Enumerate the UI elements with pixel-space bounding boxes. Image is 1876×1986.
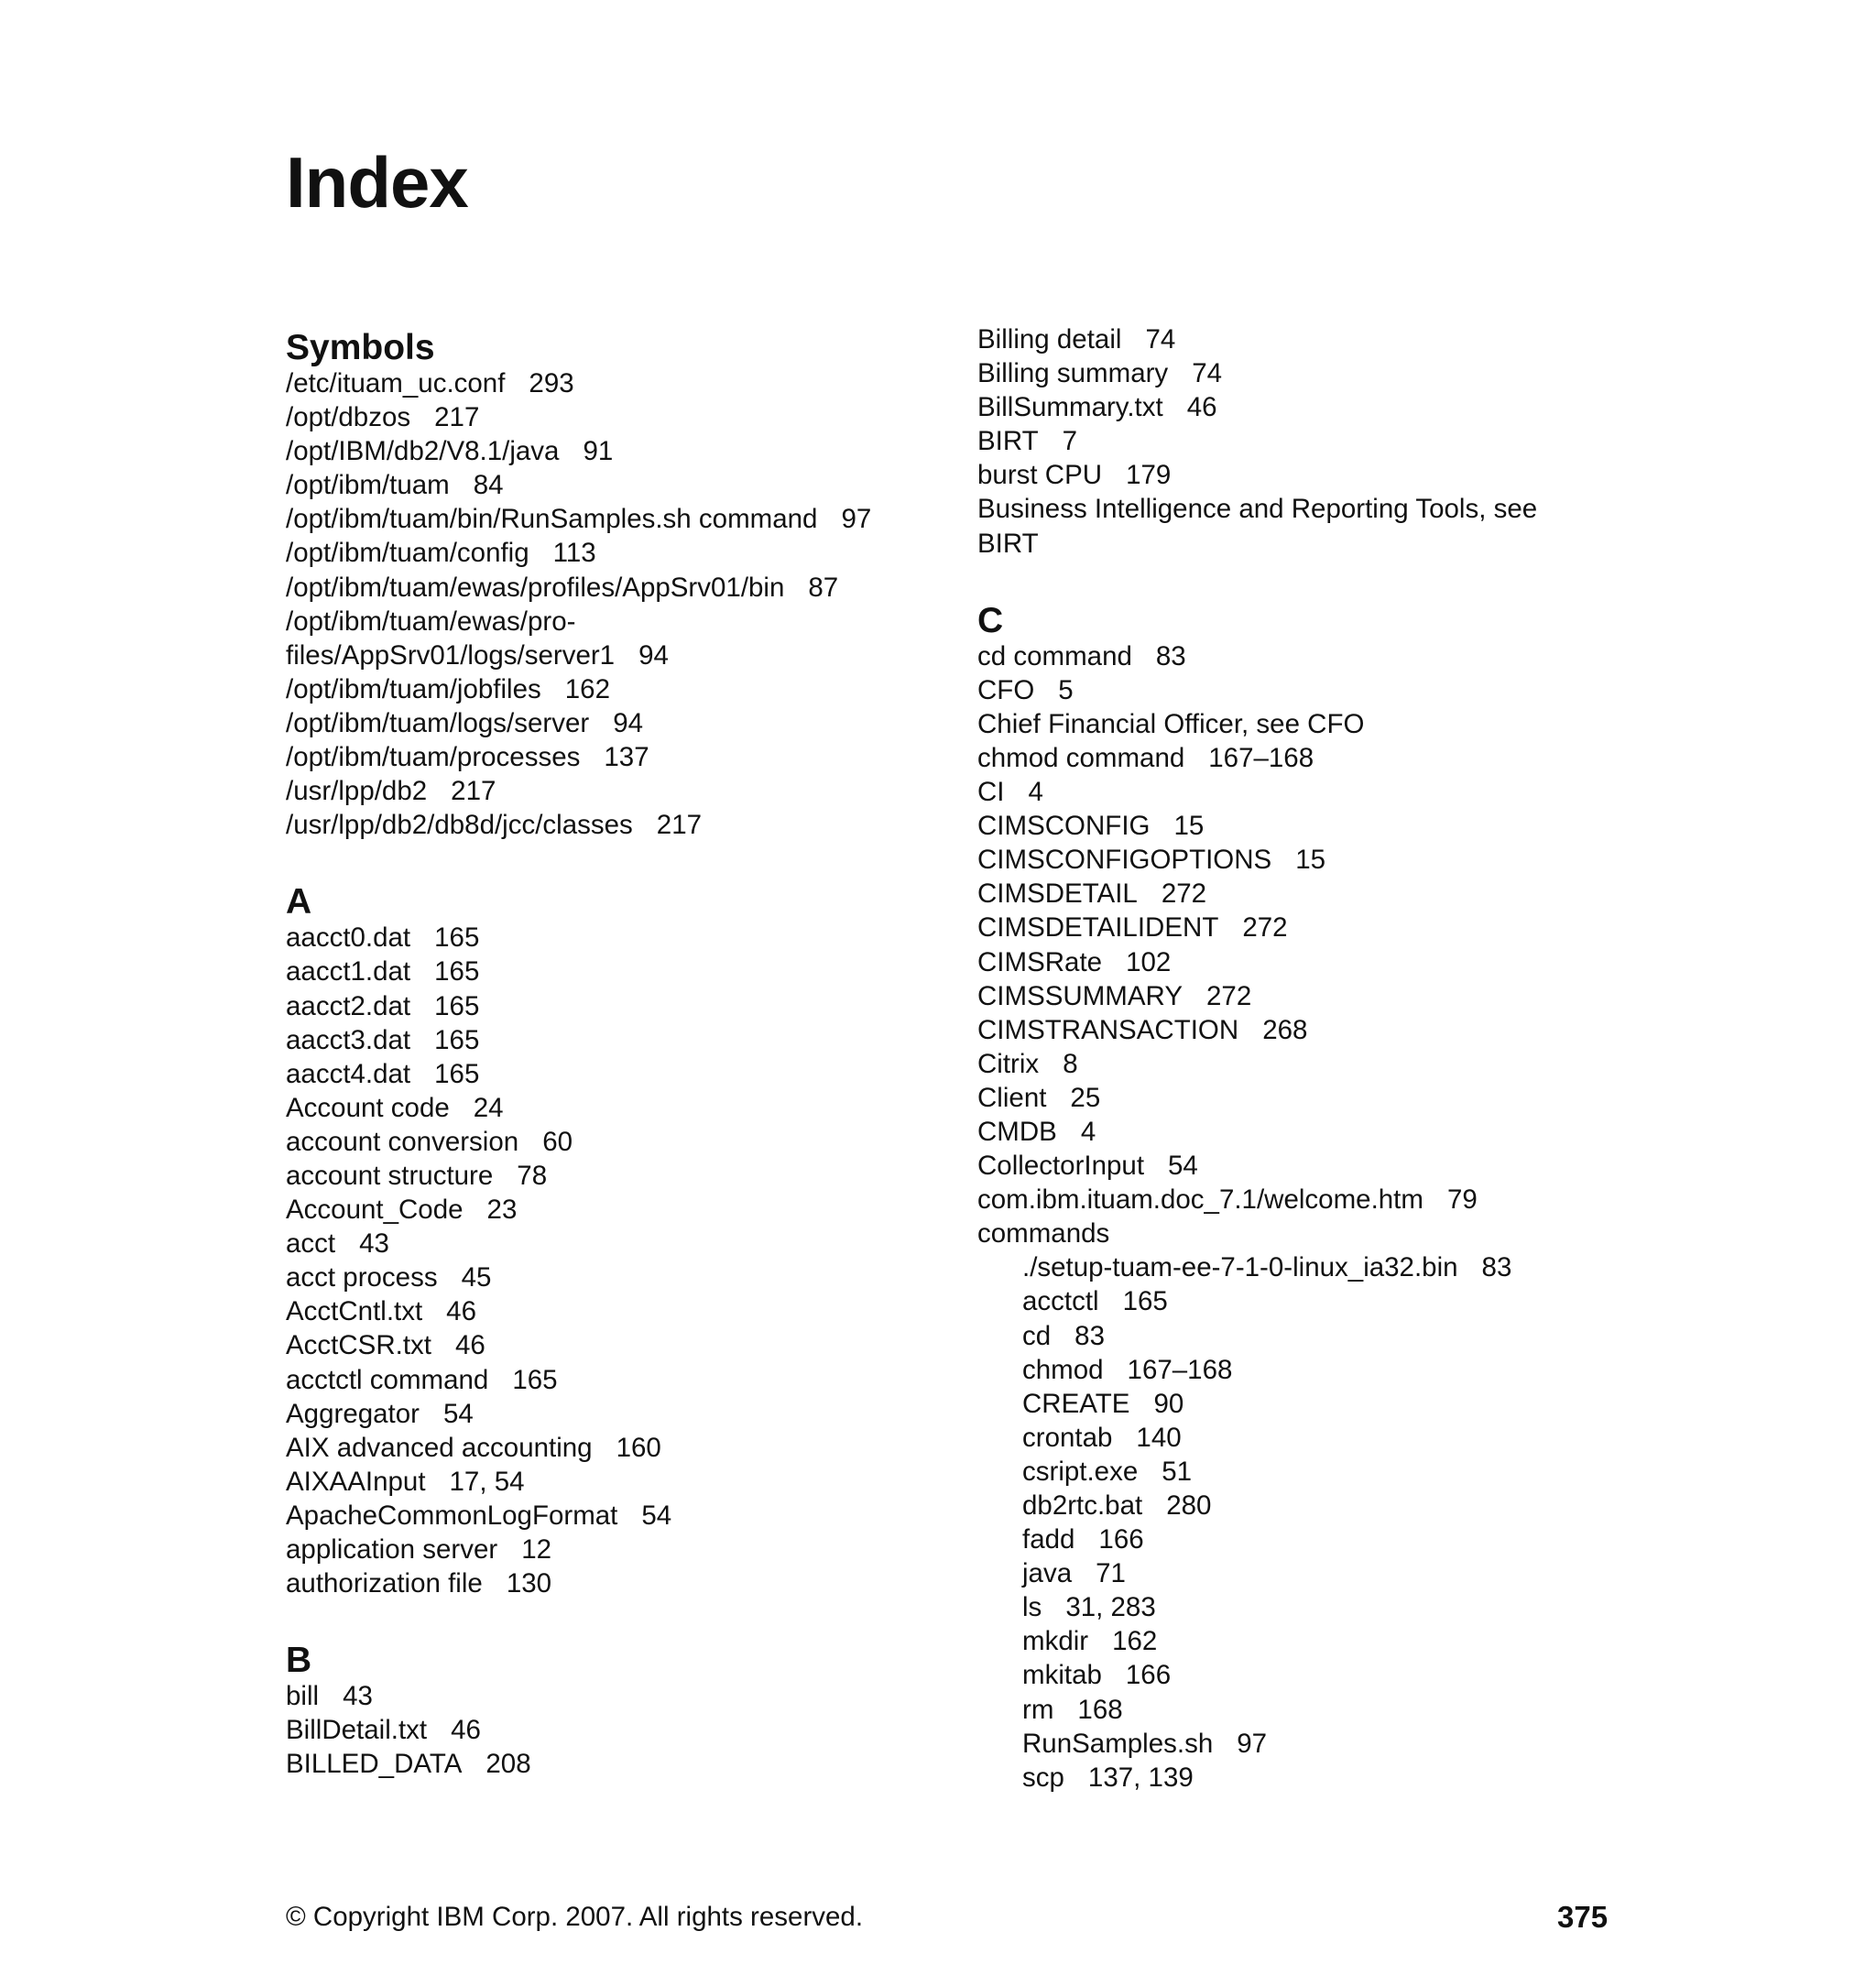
index-entry [286, 1091, 927, 1125]
index-term: Billing summary [977, 358, 1169, 389]
index-page-ref: 217 [656, 810, 703, 841]
index-page-ref: 137, 139 [1087, 1762, 1194, 1793]
index-page-ref: 268 [1262, 1014, 1308, 1045]
section-heading-a: A [286, 882, 312, 922]
index-term: db2rtc.bat [1022, 1490, 1143, 1521]
index-term: chmod command [977, 742, 1185, 773]
index-term: acctctl command [286, 1364, 489, 1395]
index-term: aacct4.dat [286, 1058, 411, 1089]
index-subentry [977, 1455, 1619, 1489]
index-entry [286, 1193, 927, 1227]
index-term: account conversion [286, 1126, 519, 1157]
index-page-ref: 46 [1186, 392, 1217, 423]
index-term: /opt/ibm/tuam/logs/server [286, 707, 590, 738]
index-term: CIMSSUMMARY [977, 980, 1183, 1011]
index-entry [977, 1115, 1619, 1149]
index-entry [286, 1747, 927, 1781]
index-subentry [977, 1761, 1619, 1795]
index-entry [977, 1013, 1619, 1047]
index-entry [286, 1227, 927, 1260]
index-page-ref: 165 [434, 1058, 480, 1089]
index-page-ref: 79 [1446, 1184, 1478, 1216]
index-page-ref: 165 [1122, 1286, 1168, 1317]
section-c [977, 600, 1619, 1795]
entries-a [286, 921, 927, 1600]
index-entry [286, 638, 927, 672]
index-page-ref: 12 [521, 1534, 552, 1565]
index-term: cd command [977, 640, 1132, 671]
index-entry [977, 673, 1619, 707]
index-page-ref: 43 [359, 1228, 389, 1260]
index-term: com.ibm.ituam.doc_7.1/welcome.htm [977, 1184, 1423, 1216]
index-page-ref: 166 [1098, 1524, 1144, 1555]
index-term: Billing detail [977, 324, 1122, 355]
index-page-ref: 179 [1126, 460, 1172, 491]
index-entry [286, 1713, 927, 1747]
index-page-ref: 272 [1206, 980, 1252, 1011]
index-subentry [977, 1319, 1619, 1353]
index-entry [286, 989, 927, 1023]
index-entry [286, 1125, 927, 1159]
index-term: AcctCSR.txt [286, 1330, 431, 1361]
index-term: /opt/ibm/tuam/jobfiles [286, 673, 541, 704]
index-page-ref: 7 [1062, 426, 1078, 457]
entries-c-commands [977, 1250, 1619, 1795]
index-page-ref: 54 [641, 1500, 672, 1531]
index-page-ref: 83 [1481, 1252, 1512, 1283]
index-term: /usr/lpp/db2 [286, 776, 428, 807]
index-entry [286, 706, 927, 740]
index-page-ref: 46 [446, 1296, 476, 1327]
index-page-ref: 162 [1112, 1626, 1158, 1657]
index-page-ref: 43 [343, 1681, 373, 1712]
index-term: CMDB [977, 1116, 1057, 1147]
index-entry [286, 1363, 927, 1397]
index-term: aacct2.dat [286, 990, 411, 1021]
index-term: CIMSCONFIG [977, 811, 1151, 842]
index-page-ref: 167–168 [1127, 1354, 1233, 1385]
index-entry [977, 775, 1619, 809]
index-page-ref: 166 [1125, 1660, 1172, 1691]
index-term: csript.exe [1022, 1456, 1139, 1487]
index-term: rm [1022, 1694, 1054, 1725]
page-title: Index [286, 142, 468, 223]
index-term: aacct3.dat [286, 1024, 411, 1055]
index-page-ref: 51 [1162, 1456, 1193, 1487]
index-page-ref: 4 [1028, 777, 1043, 808]
index-term: BillDetail.txt [286, 1715, 428, 1746]
index-entry [286, 1431, 927, 1465]
index-page-ref: 83 [1155, 640, 1186, 671]
index-entry [286, 672, 927, 706]
index-page-ref: 23 [486, 1195, 518, 1226]
index-term: /opt/ibm/tuam/ewas/profiles/AppSrv01/bin [286, 572, 785, 603]
index-page-ref: 165 [434, 990, 480, 1021]
index-entry [286, 1159, 927, 1193]
index-entry [977, 979, 1619, 1013]
index-page-ref: 137 [604, 742, 649, 773]
index-term: CI [977, 777, 1005, 808]
index-term: acct [286, 1228, 336, 1260]
index-subentry [977, 1421, 1619, 1455]
index-page-ref: 102 [1126, 946, 1172, 977]
index-term: ApacheCommonLogFormat [286, 1500, 618, 1531]
entries-c [977, 639, 1619, 1251]
index-entry [977, 741, 1619, 775]
index-term: /usr/lpp/db2/db8d/jcc/classes [286, 810, 633, 841]
index-page-ref: 46 [455, 1330, 485, 1361]
section-heading-b: B [286, 1641, 312, 1681]
index-term: CFO [977, 674, 1035, 705]
entries-symbols [286, 366, 927, 842]
index-term: Chief Financial Officer, see CFO [977, 708, 1365, 739]
index-term: files/AppSrv01/logs/server1 [286, 639, 616, 671]
index-page-ref: 91 [583, 436, 614, 467]
index-term: RunSamples.sh [1022, 1728, 1214, 1759]
index-entry [286, 571, 927, 605]
index-term: Client [977, 1082, 1047, 1113]
index-term: /opt/ibm/tuam/bin/RunSamples.sh command [286, 504, 818, 535]
index-page-ref: 113 [552, 538, 596, 569]
index-page-ref: 25 [1070, 1082, 1101, 1113]
index-term: CIMSDETAIL [977, 878, 1138, 910]
index-page-ref: 208 [485, 1749, 531, 1780]
index-page-ref: 31, 283 [1065, 1592, 1156, 1623]
index-page-ref: 168 [1077, 1694, 1123, 1725]
index-entry [286, 1260, 927, 1294]
index-page-ref: 272 [1161, 878, 1207, 910]
index-entry [286, 1679, 927, 1713]
index-term: BIRT [977, 528, 1039, 559]
index-term: Business Intelligence and Reporting Tools, see [977, 494, 1538, 525]
index-subentry [977, 1522, 1619, 1556]
index-term: mkdir [1022, 1626, 1089, 1657]
index-entry [977, 527, 1619, 561]
index-term: authorization file [286, 1568, 483, 1599]
index-entry [286, 808, 927, 842]
index-page-ref: 140 [1136, 1422, 1182, 1453]
index-entry [977, 1149, 1619, 1183]
index-term: AIX advanced accounting [286, 1432, 593, 1463]
index-entry [977, 809, 1619, 843]
index-page-ref: 167–168 [1208, 742, 1314, 773]
index-entry [286, 468, 927, 502]
index-entry [286, 605, 927, 638]
section-symbols [286, 330, 927, 842]
index-page-ref: 83 [1074, 1320, 1105, 1351]
index-term: application server [286, 1534, 498, 1565]
index-term: burst CPU [977, 460, 1103, 491]
index-page-ref: 8 [1063, 1048, 1078, 1079]
index-page-ref: 17, 54 [449, 1466, 525, 1497]
index-entry [286, 502, 927, 536]
section-b [286, 1642, 927, 1781]
index-subentry [977, 1284, 1619, 1318]
index-page-ref: 97 [841, 504, 872, 535]
index-term: /opt/ibm/tuam/ewas/pro- [286, 606, 576, 637]
index-entry [286, 366, 927, 400]
index-page-ref: 160 [616, 1432, 661, 1463]
index-page-ref: 78 [517, 1160, 548, 1191]
index-subentry [977, 1353, 1619, 1387]
index-term: BIRT [977, 426, 1039, 457]
index-entry [286, 1499, 927, 1533]
index-entry [977, 843, 1619, 877]
index-page-ref: 293 [529, 368, 574, 398]
index-term: acctctl [1022, 1286, 1099, 1317]
index-term: CIMSCONFIGOPTIONS [977, 845, 1272, 876]
index-subentry [977, 1489, 1619, 1522]
index-term: /etc/ituam_uc.conf [286, 368, 506, 398]
index-entry [286, 1294, 927, 1328]
index-page-ref: 217 [451, 776, 496, 807]
footer-copyright: © Copyright IBM Corp. 2007. All rights reserved. [286, 1902, 864, 1932]
index-subentry [977, 1693, 1619, 1727]
index-page-ref: 5 [1058, 674, 1074, 705]
index-entry [977, 356, 1619, 390]
index-entry [286, 1023, 927, 1057]
index-page-ref: 280 [1166, 1490, 1212, 1521]
section-heading-symbols: Symbols [286, 328, 435, 367]
index-page-ref: 272 [1242, 912, 1288, 944]
index-entry [286, 1566, 927, 1600]
index-page-ref: 94 [613, 707, 644, 738]
index-entry [286, 536, 927, 570]
index-term: cd [1022, 1320, 1052, 1351]
index-page-ref: 162 [564, 673, 610, 704]
index-entry [977, 1183, 1619, 1217]
index-page-ref: 165 [434, 922, 480, 954]
index-term: ./setup-tuam-ee-7-1-0-linux_ia32.bin [1022, 1252, 1458, 1283]
index-subentry [977, 1556, 1619, 1590]
index-page-ref: 60 [542, 1126, 573, 1157]
index-page-ref: 94 [638, 639, 669, 671]
index-term: scp [1022, 1762, 1064, 1793]
index-term: AIXAAInput [286, 1466, 426, 1497]
index-page-ref: 4 [1080, 1116, 1096, 1147]
index-term: CIMSRate [977, 946, 1103, 977]
index-term: fadd [1022, 1524, 1075, 1555]
index-entry [977, 1217, 1619, 1250]
index-page-ref: 84 [473, 470, 504, 501]
index-term: AcctCntl.txt [286, 1296, 423, 1327]
index-page-ref: 165 [512, 1364, 558, 1395]
index-subentry [977, 1658, 1619, 1692]
section-a [286, 884, 927, 1600]
entries-b-continued [977, 322, 1619, 561]
index-page-ref: 130 [506, 1568, 552, 1599]
index-term: ls [1022, 1592, 1042, 1623]
index-term: Account_Code [286, 1195, 464, 1226]
index-page-ref: 74 [1145, 324, 1176, 355]
section-heading-c: C [977, 600, 1004, 640]
index-entry [977, 492, 1619, 526]
index-page-ref: 90 [1153, 1388, 1184, 1419]
index-page-ref: 71 [1096, 1558, 1126, 1589]
index-column-right [977, 322, 1619, 1795]
index-term: /opt/dbzos [286, 402, 411, 433]
index-subentry [977, 1624, 1619, 1658]
page-number: 375 [1557, 1900, 1609, 1934]
index-page-ref: 217 [434, 402, 480, 433]
index-subentry [977, 1387, 1619, 1421]
index-term: /opt/ibm/tuam/config [286, 538, 529, 569]
index-page-ref: 24 [473, 1092, 504, 1123]
index-page-ref: 54 [442, 1398, 474, 1429]
index-term: CREATE [1022, 1388, 1130, 1419]
index-subentry [977, 1250, 1619, 1284]
index-term: Citrix [977, 1048, 1040, 1079]
index-entry [977, 424, 1619, 458]
index-entry [286, 1397, 927, 1431]
index-page-ref: 15 [1173, 811, 1205, 842]
index-page-ref: 54 [1168, 1151, 1198, 1182]
index-term: CIMSDETAILIDENT [977, 912, 1219, 944]
index-term: /opt/IBM/db2/V8.1/java [286, 436, 560, 467]
index-page-ref: 46 [451, 1715, 481, 1746]
index-page-ref: 97 [1237, 1728, 1268, 1759]
entries-b [286, 1679, 927, 1781]
index-term: chmod [1022, 1354, 1104, 1385]
index-entry [286, 774, 927, 808]
index-term: java [1022, 1558, 1073, 1589]
index-entry [977, 390, 1619, 424]
index-term: account structure [286, 1160, 494, 1191]
index-term: BILLED_DATA [286, 1749, 463, 1780]
index-entry [286, 955, 927, 988]
index-entry [286, 1465, 927, 1499]
index-term: Aggregator [286, 1398, 420, 1429]
index-entry [977, 945, 1619, 979]
index-term: commands [977, 1218, 1110, 1249]
index-entry [286, 1057, 927, 1091]
index-entry [286, 921, 927, 955]
index-entry [286, 434, 927, 468]
index-column-left [286, 322, 927, 1781]
index-term: Account code [286, 1092, 450, 1123]
index-entry [286, 740, 927, 774]
index-term: /opt/ibm/tuam [286, 470, 450, 501]
index-entry [977, 911, 1619, 944]
index-term: /opt/ibm/tuam/processes [286, 742, 581, 773]
index-entry [977, 322, 1619, 356]
index-entry [977, 877, 1619, 911]
index-subentry [977, 1727, 1619, 1761]
index-entry [286, 1328, 927, 1362]
index-term: aacct0.dat [286, 922, 411, 954]
index-entry [977, 707, 1619, 741]
index-entry [286, 1533, 927, 1566]
index-page-ref: 45 [461, 1262, 492, 1293]
index-term: mkitab [1022, 1660, 1102, 1691]
index-page-ref: 87 [808, 572, 839, 603]
index-term: crontab [1022, 1422, 1113, 1453]
index-entry [977, 1047, 1619, 1081]
index-page-ref: 74 [1192, 358, 1223, 389]
index-entry [977, 458, 1619, 492]
index-subentry [977, 1590, 1619, 1624]
index-page-ref: 15 [1295, 845, 1326, 876]
index-term: bill [286, 1681, 320, 1712]
index-entry [977, 1081, 1619, 1115]
index-page-ref: 165 [434, 1024, 480, 1055]
index-term: CollectorInput [977, 1151, 1145, 1182]
index-term: BillSummary.txt [977, 392, 1163, 423]
index-entry [977, 639, 1619, 673]
index-term: CIMSTRANSACTION [977, 1014, 1239, 1045]
index-page-ref: 165 [434, 956, 480, 988]
index-term: acct process [286, 1262, 438, 1293]
index-term: aacct1.dat [286, 956, 411, 988]
index-entry [286, 400, 927, 434]
